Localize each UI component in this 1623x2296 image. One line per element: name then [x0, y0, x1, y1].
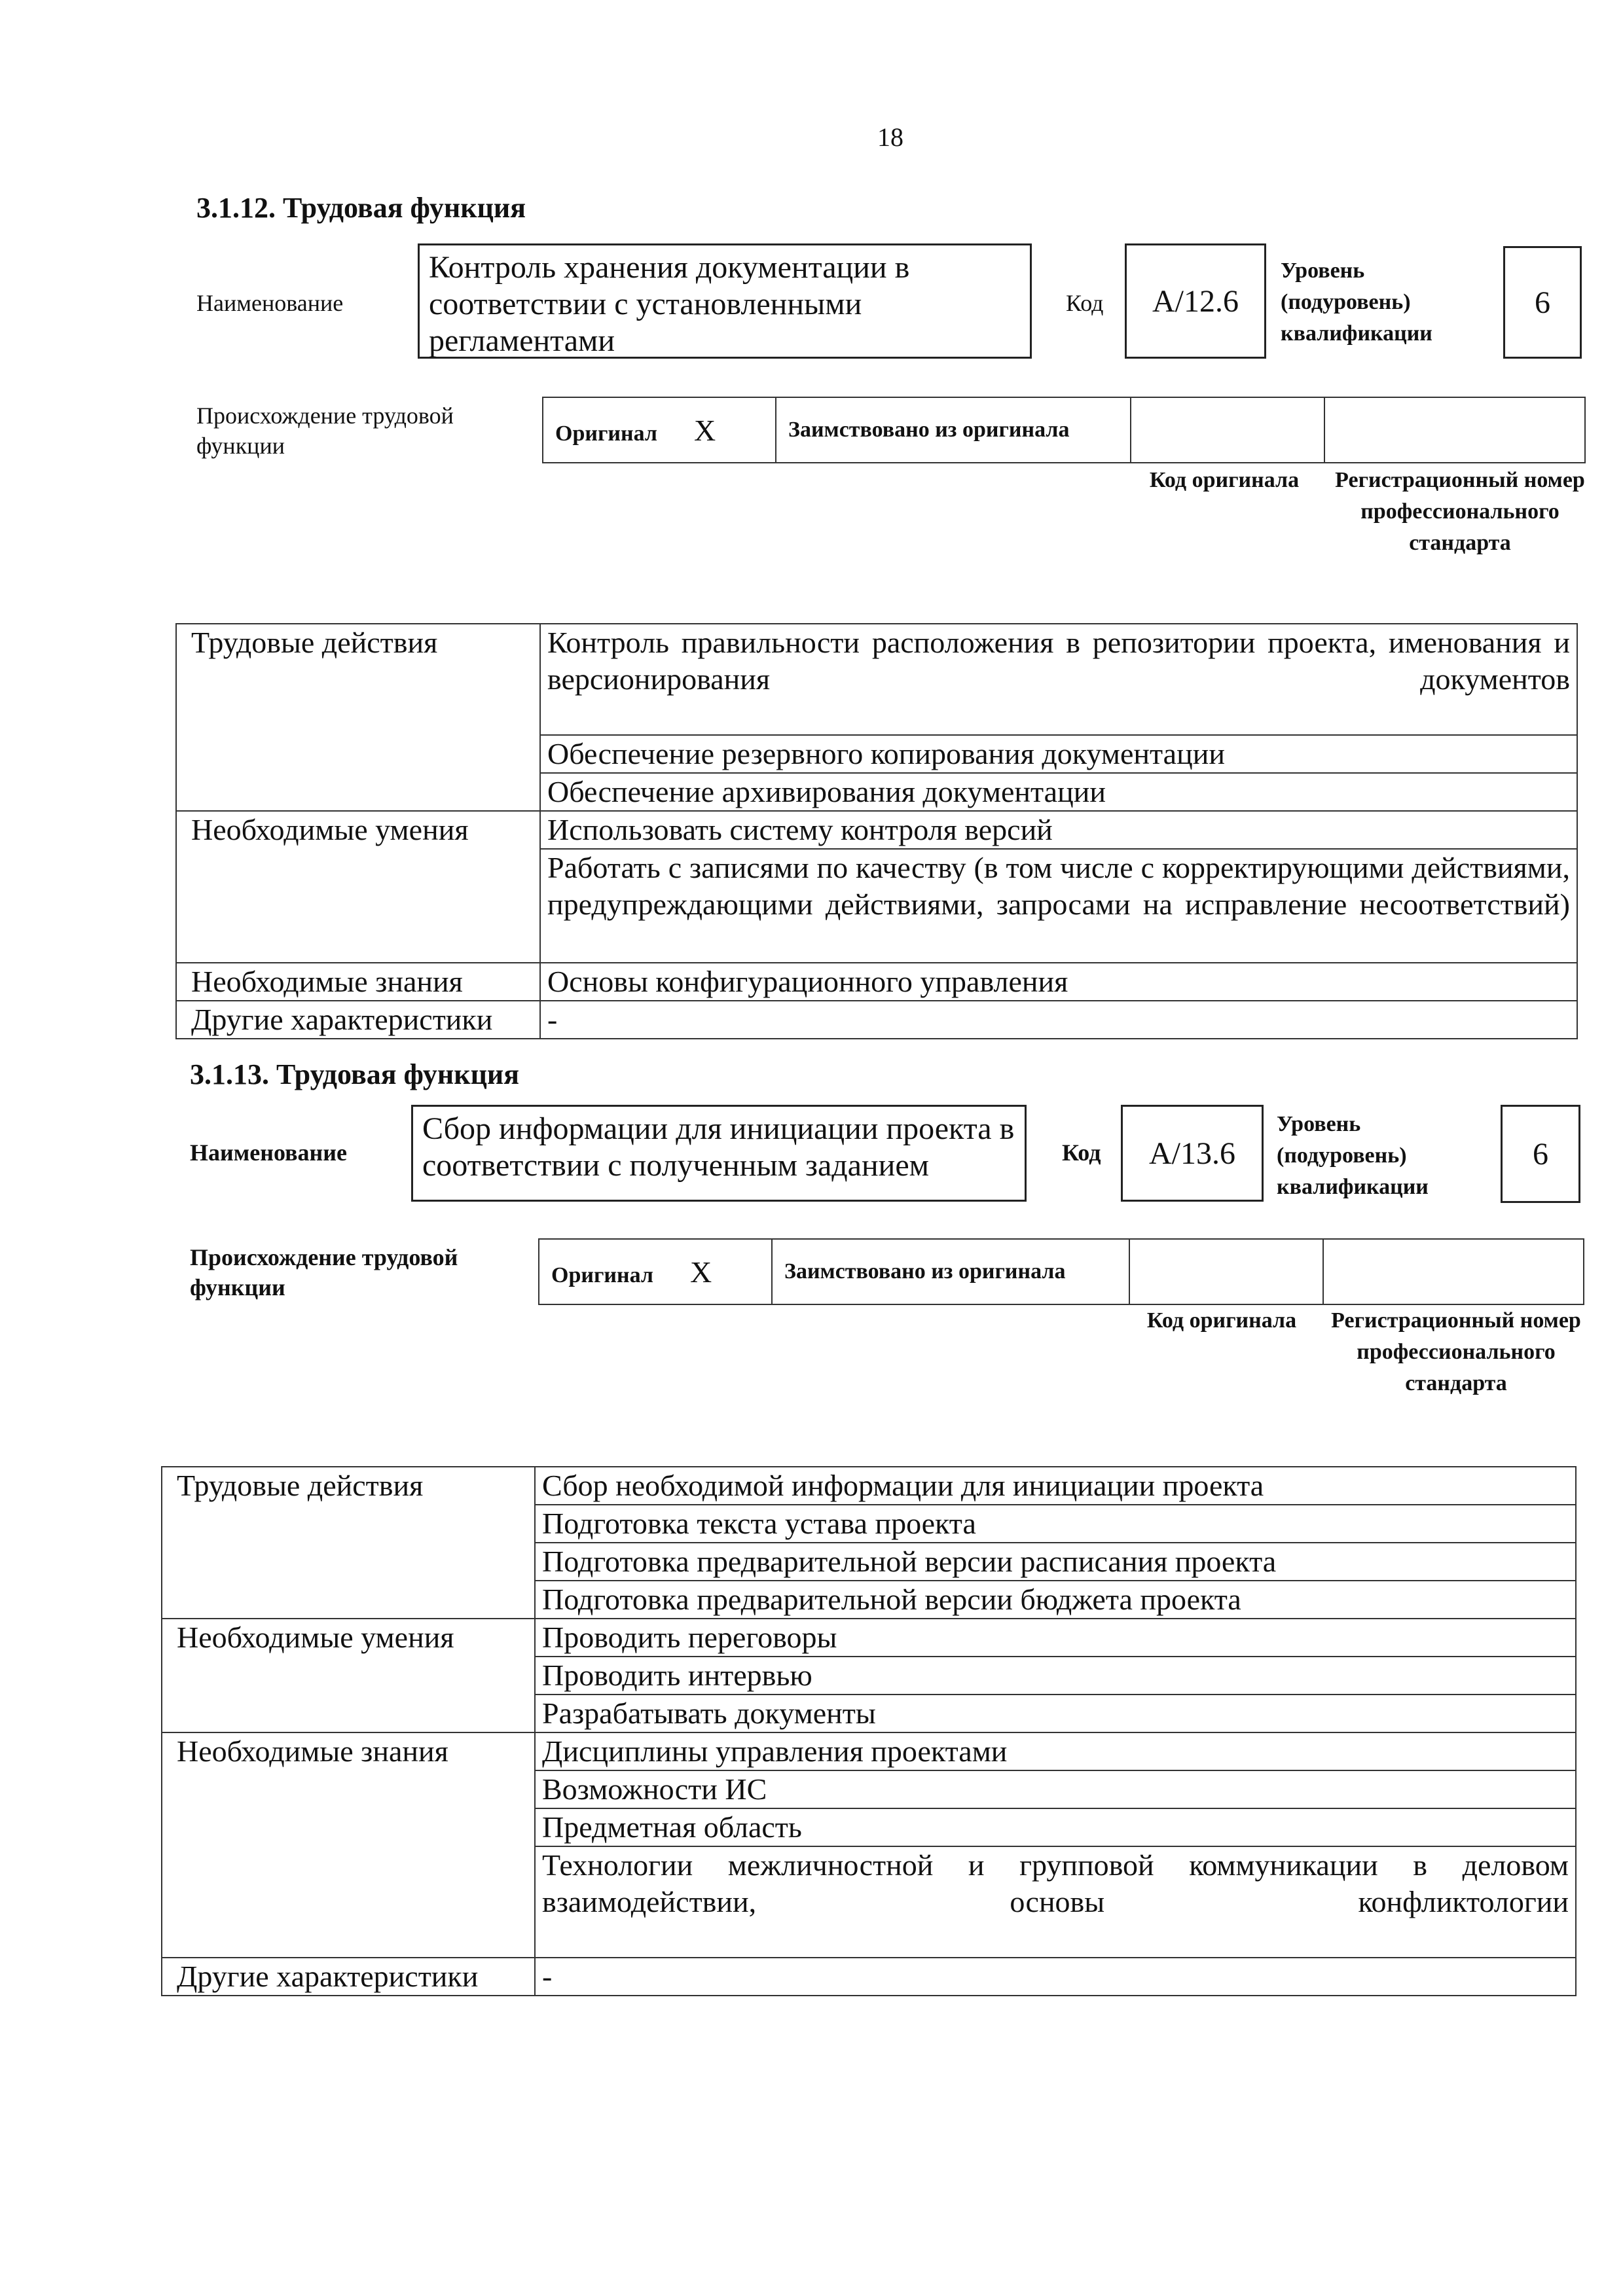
table-row	[162, 1619, 1576, 1657]
origin-code-cell	[1131, 397, 1324, 463]
item-cell: Подготовка предварительной версии бюджета проекта	[535, 1581, 1576, 1619]
item-cell: Разрабатывать документы	[535, 1695, 1576, 1732]
origin-code-cell	[1129, 1239, 1323, 1304]
origin-table	[542, 397, 1586, 463]
item-cell: Проводить интервью	[535, 1657, 1576, 1695]
origin-original-mark: X	[693, 413, 716, 447]
origin-original-cell	[543, 397, 776, 463]
origin-reg-caption: Регистрационный номер профессионального стандарта	[1335, 468, 1585, 555]
item-cell: Обеспечение архивирования документации	[540, 773, 1577, 811]
category-cell: Необходимые знания	[176, 963, 540, 1001]
table-row	[162, 1958, 1576, 1996]
item-cell: Контроль правильности расположения в репозитории проекта, именования и версионирования документов	[540, 624, 1577, 735]
origin-label: Происхождение трудовой функции	[190, 1244, 458, 1300]
code-value: А/13.6	[1149, 1136, 1235, 1171]
level-box	[1501, 1105, 1580, 1203]
category-cell: Другие характеристики	[162, 1958, 535, 1996]
table-row	[176, 1001, 1577, 1039]
name-label: Наименование	[196, 290, 344, 316]
category-cell: Необходимые умения	[162, 1619, 535, 1732]
origin-label: Происхождение трудовой функции	[196, 403, 454, 459]
origin-original-label: Оригинал	[551, 1263, 653, 1287]
origin-borrowed-cell	[772, 1239, 1129, 1304]
origin-borrowed-label: Заимствовано из оригинала	[788, 418, 1070, 442]
section-title: 3.1.12. Трудовая функция	[196, 192, 526, 224]
item-cell: Работать с записями по качеству (в том числе с корректирующими действиями, предупреждающими действиями, запросами на исправление несоответствий)	[540, 849, 1577, 963]
category-cell: Другие характеристики	[176, 1001, 540, 1039]
table-row	[176, 963, 1577, 1001]
code-box	[1121, 1105, 1264, 1202]
function-name-box	[418, 243, 1032, 359]
item-cell: Подготовка предварительной версии расписания проекта	[535, 1543, 1576, 1581]
code-label: Код	[1062, 1139, 1101, 1166]
origin-code-caption: Код оригинала	[1146, 1308, 1297, 1333]
code-box	[1125, 243, 1266, 359]
origin-reg-cell	[1323, 1239, 1584, 1304]
table-row	[176, 811, 1577, 849]
level-box	[1503, 246, 1582, 359]
item-cell: Проводить переговоры	[535, 1619, 1576, 1657]
origin-original-label: Оригинал	[555, 421, 657, 446]
requirements-table	[161, 1466, 1577, 1996]
level-value: 6	[1535, 285, 1550, 320]
category-cell: Трудовые действия	[176, 624, 540, 811]
origin-code-caption: Код оригинала	[1149, 468, 1300, 492]
level-value: 6	[1533, 1136, 1548, 1172]
item-cell: Использовать систему контроля версий	[540, 811, 1577, 849]
item-cell: -	[540, 1001, 1577, 1039]
code-value: А/12.6	[1152, 283, 1239, 319]
category-cell: Необходимые знания	[162, 1732, 535, 1958]
name-label: Наименование	[190, 1139, 347, 1166]
origin-reg-cell	[1324, 397, 1585, 463]
origin-table	[538, 1238, 1584, 1305]
item-cell: Дисциплины управления проектами	[535, 1732, 1576, 1770]
origin-borrowed-label: Заимствовано из оригинала	[784, 1259, 1066, 1283]
item-cell: Основы конфигурационного управления	[540, 963, 1577, 1001]
function-name-box	[411, 1105, 1027, 1202]
origin-borrowed-cell	[776, 397, 1131, 463]
item-cell: Возможности ИС	[535, 1770, 1576, 1808]
item-cell: Обеспечение резервного копирования документации	[540, 735, 1577, 773]
function-name: Контроль хранения документации в соответствии с установленными регламентами	[429, 250, 910, 358]
table-row	[162, 1467, 1576, 1505]
origin-original-cell	[539, 1239, 772, 1304]
requirements-table	[175, 623, 1578, 1039]
level-label: Уровень (подуровень) квалификации	[1277, 1112, 1429, 1199]
page-number: 18	[877, 122, 903, 152]
category-cell: Трудовые действия	[162, 1467, 535, 1619]
level-label: Уровень (подуровень) квалификации	[1281, 259, 1432, 346]
function-name: Сбор информации для инициации проекта в соответствии с полученным заданием	[422, 1111, 1015, 1183]
origin-reg-caption: Регистрационный номер профессионального стандарта	[1331, 1308, 1581, 1395]
table-row	[176, 624, 1577, 735]
item-cell: Подготовка текста устава проекта	[535, 1505, 1576, 1543]
section-title: 3.1.13. Трудовая функция	[190, 1058, 520, 1090]
item-cell: Предметная область	[535, 1808, 1576, 1846]
table-row	[162, 1732, 1576, 1770]
item-cell: -	[535, 1958, 1576, 1996]
category-cell: Необходимые умения	[176, 811, 540, 963]
code-label: Код	[1066, 290, 1104, 316]
item-cell: Технологии межличностной и групповой коммуникации в деловом взаимодействии, основы конфликтологии	[535, 1846, 1576, 1958]
origin-original-mark: X	[689, 1255, 712, 1289]
item-cell: Сбор необходимой информации для инициации проекта	[535, 1467, 1576, 1505]
